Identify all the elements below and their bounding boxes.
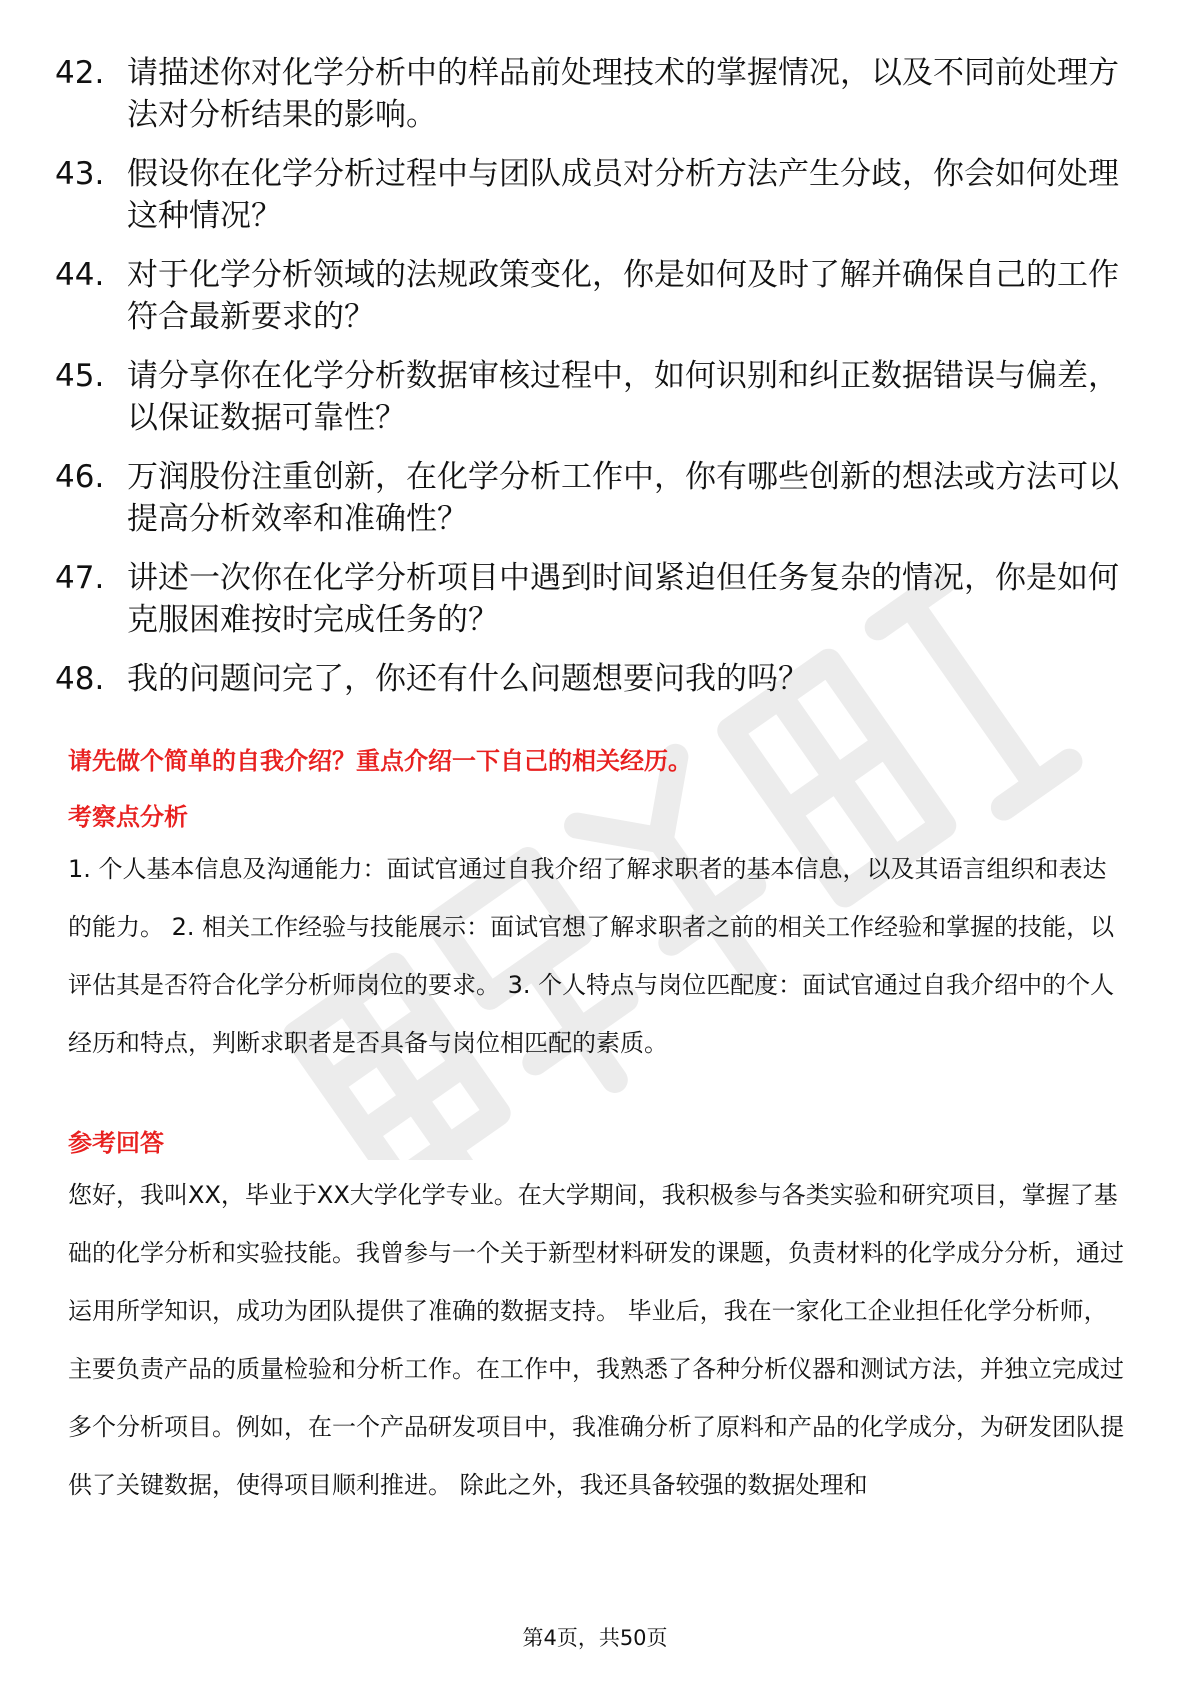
question-number: 46. bbox=[55, 459, 105, 495]
question-number: 47. bbox=[55, 560, 105, 596]
analysis-heading: 考察点分析 bbox=[68, 803, 188, 831]
answer-body: 您好，我叫XX，毕业于XX大学化学专业。在大学期间，我积极参与各类实验和研究项目，掌握了基础的化学分析和实验技能。我曾参与一个关于新型材料研发的课题，负责材料的化学成分分析，通过运用所学知识，成功为团队提供了准确的数据支持。 毕业后，我在一家化工企业担任化学分析师，主要负责产品的质量检验和分析工作。在工作中，我熟悉了各种分析仪器和测试方法，并独立完成过多个分析项目。例如，在一个产品研发项目中，我准确分析了原料和产品的化学成分，为研发团队提供了关键数据，使得项目顺利推进。 除此之外，我还具备较强的数据处理和 bbox=[68, 1181, 1124, 1499]
question-number: 45. bbox=[55, 358, 105, 394]
analysis-body: 1. 个人基本信息及沟通能力：面试官通过自我介绍了解求职者的基本信息，以及其语言组织和表达的能力。 2. 相关工作经验与技能展示：面试官想了解求职者之前的相关工作经验和掌握的技能，以评估其是否符合化学分析师岗位的要求。 3. 个人特点与岗位匹配度：面试官通过自我介绍中的个人经历和特点，判断求职者是否具备与岗位相匹配的素质。 bbox=[68, 855, 1115, 1057]
analysis-section bbox=[68, 800, 1128, 1072]
main-question: 请先做个简单的自我介绍？重点介绍一下自己的相关经历。 bbox=[68, 747, 692, 775]
question-item bbox=[55, 254, 1135, 338]
question-text: 对于化学分析领域的法规政策变化，你是如何及时了解并确保自己的工作符合最新要求的？ bbox=[127, 257, 1119, 335]
question-item bbox=[55, 456, 1135, 540]
question-text: 讲述一次你在化学分析项目中遇到时间紧迫但任务复杂的情况，你是如何克服困难按时完成任务的？ bbox=[127, 560, 1119, 638]
question-number: 43. bbox=[55, 156, 105, 192]
question-item bbox=[55, 153, 1135, 237]
question-list bbox=[55, 52, 1135, 717]
answer-section bbox=[68, 1126, 1128, 1514]
question-text: 请描述你对化学分析中的样品前处理技术的掌握情况，以及不同前处理方法对分析结果的影响。 bbox=[127, 55, 1119, 133]
question-item bbox=[55, 557, 1135, 641]
page-footer: 第4页，共50页 bbox=[522, 1626, 668, 1650]
question-item bbox=[55, 658, 1135, 700]
question-number: 42. bbox=[55, 55, 105, 91]
answer-heading: 参考回答 bbox=[68, 1129, 164, 1157]
question-text: 我的问题问完了，你还有什么问题想要问我的吗？ bbox=[127, 661, 809, 697]
question-text: 万润股份注重创新，在化学分析工作中，你有哪些创新的想法或方法可以提高分析效率和准确性？ bbox=[127, 459, 1119, 537]
question-text: 假设你在化学分析过程中与团队成员对分析方法产生分歧，你会如何处理这种情况？ bbox=[127, 156, 1119, 234]
question-item bbox=[55, 355, 1135, 439]
question-number: 48. bbox=[55, 661, 105, 697]
question-text: 请分享你在化学分析数据审核过程中，如何识别和纠正数据错误与偏差，以保证数据可靠性？ bbox=[127, 358, 1119, 436]
question-number: 44. bbox=[55, 257, 105, 293]
question-item bbox=[55, 52, 1135, 136]
